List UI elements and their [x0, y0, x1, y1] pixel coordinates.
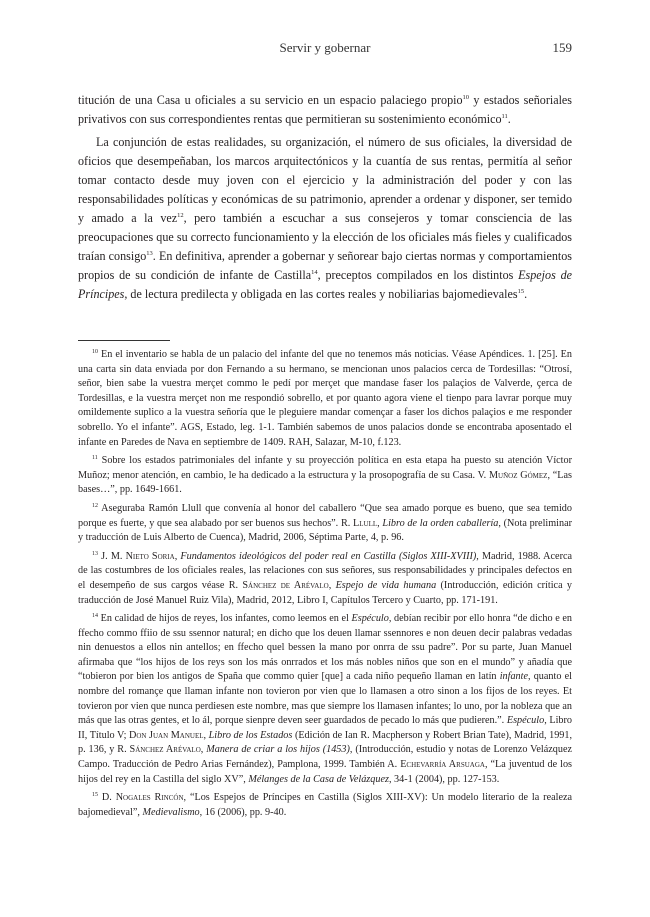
text-span: , preceptos compilados en los distintos	[317, 268, 519, 282]
footnote-text: (Introducción, edición crítica y traducción de José Manuel Ruiz Vila), Madrid, 2012, Libro I, Capítulos Tercero y Cuarto, pp. 171-191.	[78, 579, 572, 606]
italic-title: Espejos de Príncipes	[78, 268, 573, 301]
footnote-11	[78, 454, 572, 498]
footnote-text: Aseguraba Ramón Llull que convenía al honor del caballero “Que sea amado porque es bueno, que sea temido porque es fuerte, y que sea alabado por ser buenos sus hechos”. R.	[78, 502, 572, 529]
footnote-text: ,	[328, 579, 336, 591]
main-text	[78, 91, 572, 304]
italic-title: Mélanges de la Casa de Velázquez	[248, 773, 389, 785]
footnote-text: , Libro II, Título V;	[78, 715, 572, 741]
author-name: Nogales Rincón	[115, 792, 184, 804]
footnote-10	[78, 348, 572, 450]
author-name: Nieto Soria	[125, 550, 175, 562]
footnotes	[78, 348, 572, 824]
italic-title: Espéculo	[351, 613, 389, 625]
footnote-number: 14	[92, 613, 98, 620]
italic-title: Libro de la orden caballería	[382, 517, 499, 529]
footnote-15	[78, 791, 572, 820]
author-name: Don Juan Manuel	[129, 729, 204, 741]
footnote-text: ,	[200, 744, 207, 756]
footnote-number: 13	[92, 550, 98, 557]
footnote-text: , 16 (2006), pp. 9-40.	[199, 806, 287, 818]
running-title: Servir y gobernar	[279, 40, 371, 55]
footnote-text: , debían recibir por ello honra “de dicho e en ffecho commo ffiio de ssu ssennor natural; en dicho que los deuen llamar ssennores e non deuen decir palabras vedadas nin denuestos a ellos nin antellos; en ffecho quel bessen la mano por onrra de ssu padre”. Por su parte, Juan Manuel afirmaba que “los hijos de los reys son los más onrrados et los más nobles niños que son en el mundo” y añadía que “tobieron por bien los antigos de Spaña que commo quier [que] a cada niño pequeño llaman en latín	[78, 613, 572, 683]
footnote-text: ,	[377, 517, 383, 529]
author-name: Echevarría Arsuaga	[400, 759, 485, 771]
footnote-text: , “Los Espejos de Príncipes en Castilla (Siglos XIII-XV): Un modelo literario de la realeza bajomedieval”,	[78, 792, 573, 818]
footnote-text: (Edición de Ian R. Macpherson y Robert Brian Tate), Madrid, 1991, p. 136, y R.	[78, 729, 573, 756]
footnote-text: , (Nota preliminar y traducción de Luis Alberto de Cuenca), Madrid, 2006, Séptima Parte, 4, p. 96.	[78, 517, 572, 544]
italic-title: Fundamentos ideológicos del poder real en Castilla (Siglos XIII-XVIII)	[180, 550, 477, 562]
text-span: , pero también a escuchar a sus consejeros y tomar consciencia de las preocupaciones que su correcto funcionamiento y la elección de los oficiales más fieles y cualificados traían consigo	[78, 211, 572, 263]
footnote-ref-14[interactable]: 14	[311, 269, 318, 276]
italic-title: Manera de criar a los hijos (1453)	[206, 744, 350, 756]
footnote-12	[78, 502, 572, 546]
footnote-ref-15[interactable]: 15	[517, 288, 525, 295]
footnote-number: 12	[92, 502, 98, 509]
footnote-separator	[78, 340, 170, 341]
italic-title: Medievalismo	[142, 806, 200, 818]
footnote-14	[78, 612, 572, 787]
text-span: y estados señoriales privativos con sus correspondientes rentas que permitieran su sostenimiento económico	[78, 93, 573, 126]
author-name: Muñoz Gómez	[488, 469, 548, 481]
paragraph-2	[78, 133, 572, 304]
footnote-13	[78, 550, 572, 608]
text-span: .	[524, 287, 528, 301]
italic-term: infante	[499, 671, 528, 683]
footnote-ref-10[interactable]: 10	[462, 94, 470, 101]
italic-title: Espéculo	[506, 715, 545, 727]
text-span: . En definitiva, aprender a gobernar y señorear bajo ciertas normas y comportamientos propios de su condición de infante de Castilla	[78, 249, 572, 282]
footnote-ref-12[interactable]: 12	[177, 212, 184, 219]
text-span: , de lectura predilecta y obligada en las cortes reales y nobiliarias bajomedievales	[124, 287, 518, 301]
footnote-text: , “Las bases…”, pp. 1649-1661.	[78, 469, 572, 496]
footnote-text: Sobre los estados patrimoniales del infante y su proyección política en esta etapa ha puesto su atención Víctor Muñoz; menor atención, en cambio, le ha dedicado a la estructura y la prosopografía de su Casa. V.	[78, 455, 572, 481]
paragraph-1	[78, 91, 572, 129]
page-number: 159	[552, 40, 572, 55]
page-header	[78, 40, 572, 60]
footnote-ref-13[interactable]: 13	[146, 250, 153, 257]
footnote-text: En el inventario se habla de un palacio del infante del que no tenemos más noticias. Véase Apéndices. 1. [25]. En una carta sin data enviada por don Fernando a su hermano, se mencionan unos palacios cerca de Tordesillas: “Otrosí, señor, bien sabe la vuestra merçet commo le pedí por merçet que mandase faser los palaçios de Valverde, çerca de Tordesillas, e la vuestra merçet non me respondió sobrello, et por quanto agora viene el tienpo para lavrar porque muy omildemente suplico a la vuestra señoría que le pleguiere mandar començar a faser los dichos palaçios e me responder sobrello. Yo el infante”. AGS, Estado, leg. 1-1. También sabemos de unos palacios donde se encontraba aposentado el infante en Paredes de Nava en septiembre de 1409. RAH, Salazar, M-10, f.123.	[78, 349, 572, 448]
footnote-text: , “La juventud de los hijos del rey en la Castilla del siglo XV”,	[78, 759, 573, 785]
footnote-text: ,	[203, 729, 209, 741]
text-span: La conjunción de estas realidades, su organización, el número de sus oficiales, la diversidad de oficios que desempeñaban, los marcos arquitectónicos y la cuantía de sus rentas, permitía al señor tomar contacto desde muy joven con el ejercicio y la administración del poder y con las responsabilidades políticas y económicas de su patrimonio, aprender a ordenar y disponer, ser temido y amado a la vez	[78, 135, 572, 225]
italic-title: Libro de los Estados	[208, 729, 293, 741]
footnote-text: , Madrid, 1988. Acerca de las costumbres de los oficiales reales, las relaciones con sus señores, sus responsabilidades y principales defectos en el desempeño de sus cargos véase R.	[78, 550, 573, 591]
footnote-text: , 34-1 (2004), pp. 127-153.	[388, 773, 500, 785]
footnote-ref-11[interactable]: 11	[501, 113, 508, 120]
footnote-text: ,	[174, 550, 181, 562]
footnote-number: 11	[92, 455, 98, 462]
footnote-text: , (Introducción, estudio y notas de Lorenzo Velázquez Campo. Traducción de Pedro Arias Fernández), Pamplona, 1999. También A.	[78, 744, 573, 771]
footnote-text: , quanto el nombre del romançe que llaman infante non tovieron por vien que lo llamasen a otro sinon a los fijos de los reyes. Et tovieron por vien que nunca perdiesen este nombre, mas que siempre los llamasen infantes; lo uno, por la nobleza que an más que las otras gentes, et lo ál, porque sienpre deven seer guardados de pecado lo más que pudieren.”.	[78, 671, 572, 727]
author-name: Llull	[353, 517, 378, 529]
italic-title: Espejo de vida humana	[335, 579, 437, 591]
footnote-text: En calidad de hijos de reyes, los infantes, como leemos en el	[98, 613, 352, 625]
text-span: .	[507, 112, 511, 126]
author-name: Sánchez de Arévalo	[242, 579, 329, 591]
footnote-text: D.	[98, 792, 116, 804]
author-name: Sánchez Arévalo	[129, 744, 201, 756]
footnote-number: 10	[92, 349, 98, 355]
footnote-text: J. M.	[98, 550, 126, 562]
footnote-number: 15	[92, 792, 98, 799]
text-span: titución de una Casa u oficiales a su servicio en un espacio palaciego propio	[78, 93, 463, 107]
